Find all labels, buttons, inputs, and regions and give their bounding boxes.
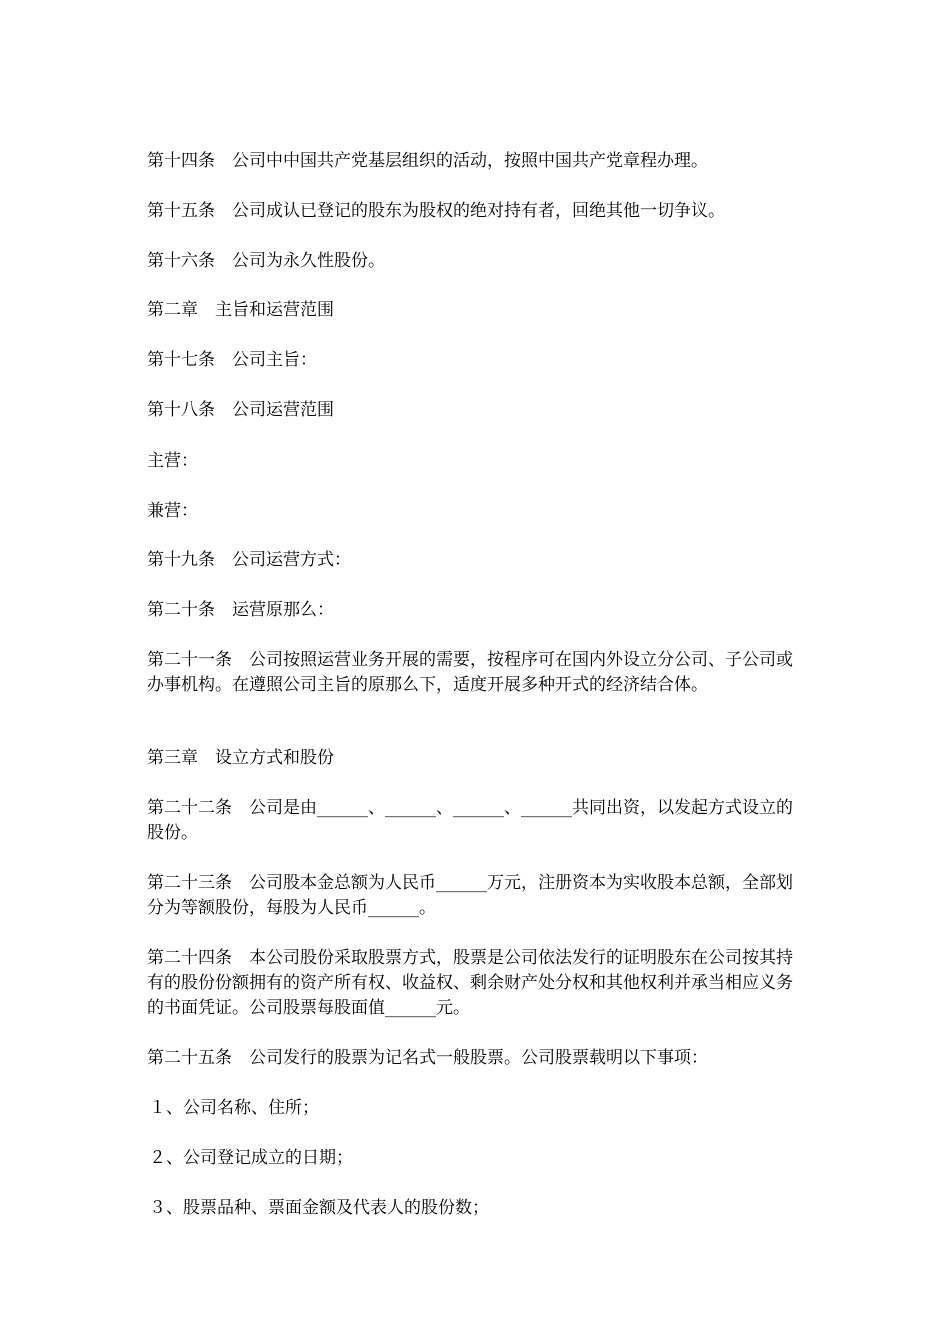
article-25: 第二十五条 公司发行的股票为记名式一般股票。公司股票载明以下事项：: [147, 1048, 708, 1068]
main-business: 主营：: [147, 451, 198, 471]
side-business: 兼营：: [147, 501, 198, 521]
chapter-2-heading: 第二章 主旨和运营范围: [147, 300, 334, 320]
article-19: 第十九条 公司运营方式：: [147, 550, 351, 570]
article-20: 第二十条 运营原那么：: [147, 600, 334, 620]
list-item-3: ３、股票品种、票面金额及代表人的股份数；: [149, 1198, 489, 1218]
article-21: 第二十一条 公司按照运营业务开展的需要，按程序可在国内外设立分公司、子公司或办事机构。在遵照公司主旨的原那么下，适度开展多种开式的经济结合体。: [147, 650, 793, 695]
article-17: 第十七条 公司主旨：: [147, 350, 317, 370]
article-22: 第二十二条 公司是由______、______、______、______共同出资，以发起方式设立的股份。: [147, 798, 793, 843]
article-24: 第二十四条 本公司股份采取股票方式，股票是公司依法发行的证明股东在公司按其持有的股份份额拥有的资产所有权、收益权、剩余财产处分权和其他权利并承当相应义务的书面凭证。公司股票每股面值______元。: [147, 948, 793, 1018]
list-item-2: ２、公司登记成立的日期；: [149, 1148, 353, 1168]
article-23: 第二十三条 公司股本金总额为人民币______万元，注册资本为实收股本总额，全部划分为等额股份，每股为人民币______。: [147, 873, 793, 918]
article-15: 第十五条 公司成认已登记的股东为股权的绝对持有者，回绝其他一切争议。: [147, 201, 725, 221]
list-item-1: １、公司名称、住所；: [149, 1098, 319, 1118]
article-16: 第十六条 公司为永久性股份。: [147, 251, 385, 271]
article-14: 第十四条 公司中中国共产党基层组织的活动，按照中国共产党章程办理。: [147, 151, 708, 171]
article-18: 第十八条 公司运营范围: [147, 400, 334, 420]
chapter-3-heading: 第三章 设立方式和股份: [147, 748, 334, 768]
